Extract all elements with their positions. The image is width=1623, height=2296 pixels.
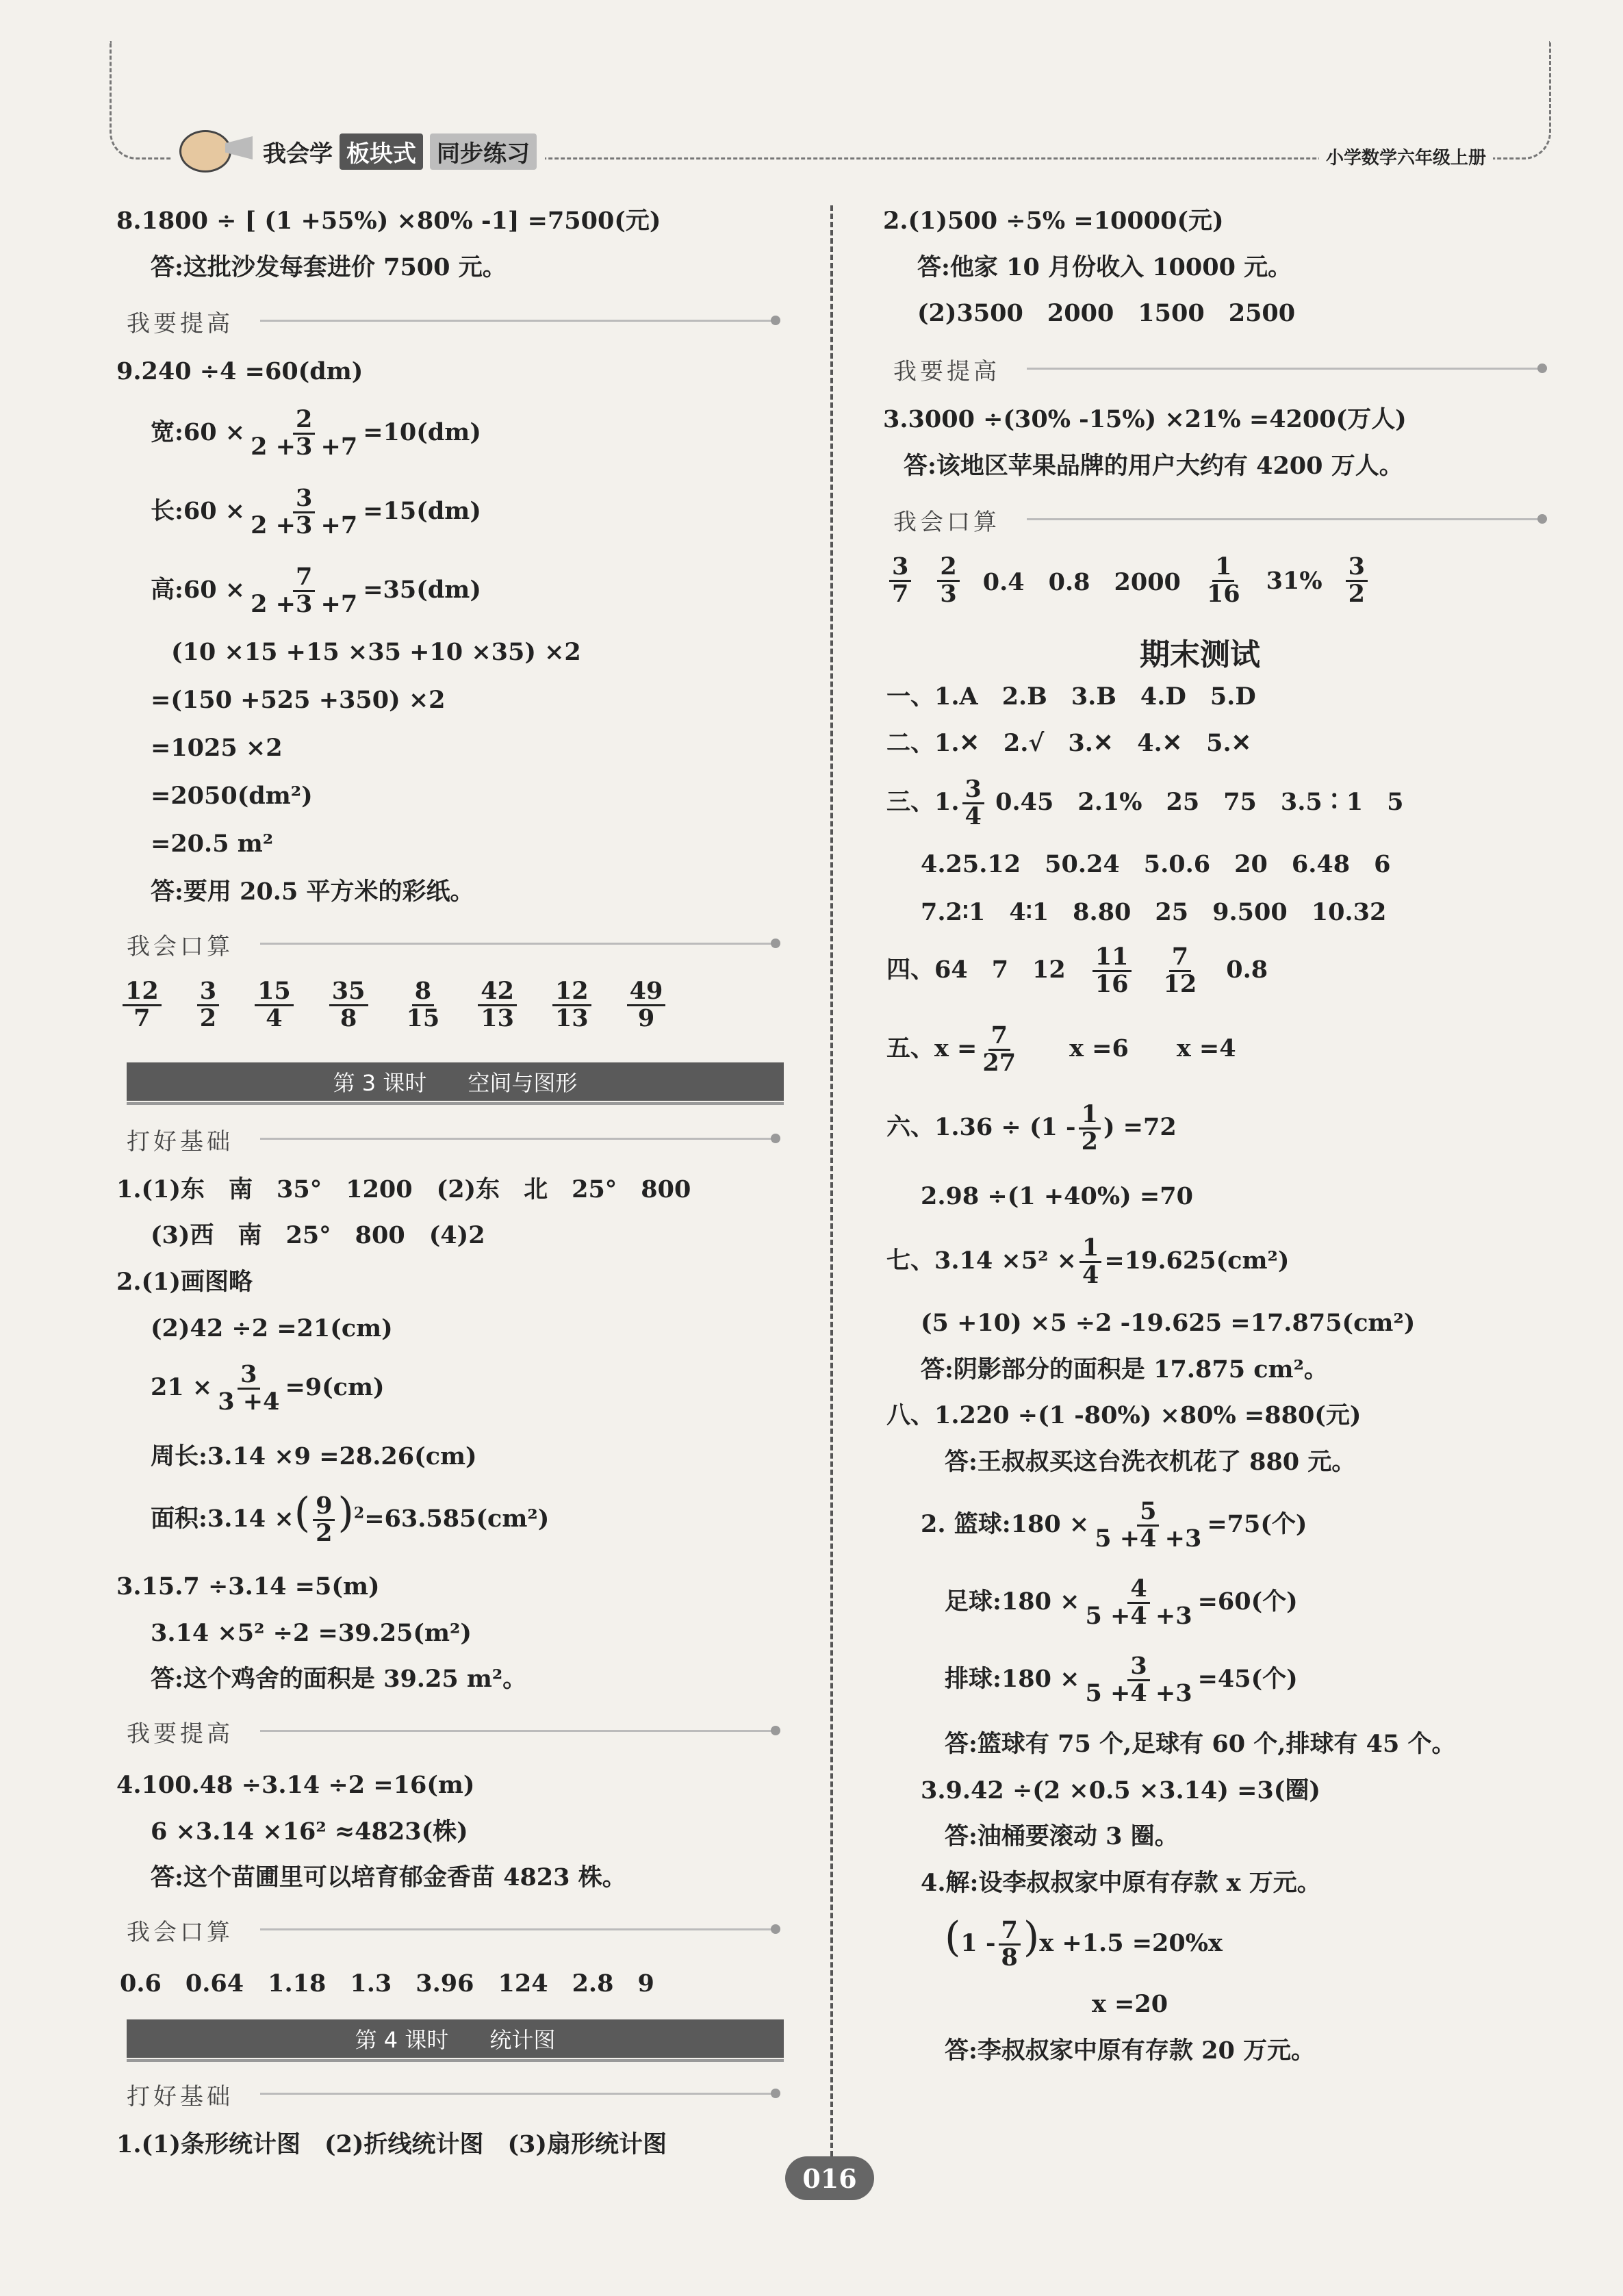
section-label: 我要提高 bbox=[893, 358, 1000, 385]
answer-line: (1 - $\frac{7}{8}$ )x +1.5 =20%x bbox=[945, 1913, 1223, 1972]
section-title: 期末测试 bbox=[1140, 637, 1260, 672]
answer-line: 周长:3.14 ×9 =28.26(cm) bbox=[151, 1442, 477, 1470]
answer-line: 1.(1)条形统计图 (2)折线统计图 (3)扇形统计图 bbox=[116, 2130, 667, 2158]
fraction: $\frac{49}{9}$ bbox=[627, 979, 666, 1032]
answer-line: 2.98 ÷(1 +40%) =70 bbox=[921, 1182, 1193, 1210]
answer-line: 二、1.✕ 2.√ 3.✕ 4.✕ 5.✕ bbox=[886, 729, 1251, 757]
page-number: 016 bbox=[785, 2156, 874, 2200]
answer-line: 3.15.7 ÷3.14 =5(m) bbox=[116, 1572, 380, 1600]
mascot-icon bbox=[179, 130, 231, 173]
fraction: $\frac{1}{4}$ bbox=[1079, 1236, 1101, 1288]
answer-line: 六、1.36 ÷ (1 - $\frac{1}{2}$ ) =72 bbox=[886, 1100, 1177, 1156]
brand-tag-2: 同步练习 bbox=[430, 133, 537, 170]
section-label: 我会口算 bbox=[893, 509, 1000, 536]
section-rule bbox=[260, 2093, 774, 2095]
brand-tag-1: 板块式 bbox=[340, 133, 423, 170]
answer-line: =1025 ×2 bbox=[151, 734, 283, 762]
lesson-bar: 第 4 课时 统计图 bbox=[127, 2019, 784, 2058]
answer-line: 8.1800 ÷ [ (1 +55%) ×80% -1] =7500(元) bbox=[116, 207, 661, 235]
section-label: 我会口算 bbox=[127, 1919, 233, 1946]
fraction: $\frac{3}{2}$ bbox=[197, 979, 219, 1032]
answer-line: 长:60 × $\frac{3}{2 +3 +7}$ =15(dm) bbox=[151, 484, 481, 539]
fraction: $\frac{3}{4}$ bbox=[962, 777, 984, 830]
fraction: $\frac{42}{13}$ bbox=[478, 979, 517, 1032]
answer-line: 八、1.220 ÷(1 -80%) ×80% =880(元) bbox=[886, 1401, 1362, 1429]
fraction: $\frac{12}{13}$ bbox=[552, 979, 591, 1032]
answer-line: 4.解:设李叔叔家中原有存款 x 万元。 bbox=[921, 1869, 1321, 1897]
section-label: 我要提高 bbox=[127, 1720, 233, 1748]
brand-logo bbox=[171, 130, 545, 173]
fraction-row: $\frac{3}{7}$ $\frac{2}{3}$ 0.4 0.8 2000 $\frac{1}{16}$ 31% $\frac{3}{2}$ bbox=[886, 554, 1370, 607]
answer-line: 2.(1)画图略 bbox=[116, 1268, 253, 1296]
answer-line: (2)42 ÷2 =21(cm) bbox=[151, 1314, 393, 1342]
answer-line: 答:该地区苹果品牌的用户大约有 4200 万人。 bbox=[904, 452, 1403, 480]
answer-line: 四、64 7 12 $\frac{11}{16}$ $\frac{7}{12}$ 0.8 bbox=[886, 943, 1268, 998]
section-rule bbox=[260, 320, 774, 322]
fraction: $\frac{9}{2}$ bbox=[313, 1494, 335, 1546]
brand-name: 我会学 bbox=[263, 140, 333, 168]
fraction: $\frac{2}{2 +3 +7}$ bbox=[251, 405, 358, 461]
answer-line: 足球:180 × $\frac{4}{5 +4 +3}$ =60(个) bbox=[945, 1574, 1298, 1630]
fraction: $\frac{4}{5 +4 +3}$ bbox=[1085, 1574, 1192, 1630]
section-rule bbox=[1027, 518, 1540, 520]
answer-line: 答:油桶要滚动 3 圈。 bbox=[945, 1822, 1179, 1850]
answer-line: 答:这个苗圃里可以培育郁金香苗 4823 株。 bbox=[151, 1863, 626, 1891]
answer-line: 2. 篮球:180 × $\frac{5}{5 +4 +3}$ =75(个) bbox=[921, 1497, 1307, 1553]
fraction-row bbox=[120, 979, 668, 1032]
fraction: $\frac{1}{2}$ bbox=[1079, 1102, 1101, 1155]
answer-line: 宽:60 × $\frac{2}{2 +3 +7}$ =10(dm) bbox=[151, 405, 481, 461]
answer-line: (5 +10) ×5 ÷2 -19.625 =17.875(cm²) bbox=[921, 1309, 1416, 1337]
section-rule bbox=[260, 943, 774, 945]
section-rule bbox=[260, 1138, 774, 1140]
answer-line: 答:李叔叔家中原有存款 20 万元。 bbox=[945, 2037, 1315, 2065]
answer-line: 排球:180 × $\frac{3}{5 +4 +3}$ =45(个) bbox=[945, 1652, 1298, 1707]
answer-line: 三、1. $\frac{3}{4}$ 0.45 2.1% 25 75 3.5∶1 5 bbox=[886, 775, 1404, 830]
fraction: $\frac{5}{5 +4 +3}$ bbox=[1095, 1497, 1202, 1553]
column-divider bbox=[830, 205, 833, 2156]
answer-line: 答:这个鸡舍的面积是 39.25 m²。 bbox=[151, 1665, 527, 1693]
answer-line: (10 ×15 +15 ×35 +10 ×35) ×2 bbox=[171, 638, 581, 666]
fraction: $\frac{7}{2 +3 +7}$ bbox=[251, 563, 358, 618]
answer-line: 3.9.42 ÷(2 ×0.5 ×3.14) =3(圈) bbox=[921, 1776, 1320, 1804]
fraction: $\frac{35}{8}$ bbox=[329, 979, 368, 1032]
answer-line: 6 ×3.14 ×16² ≈4823(株) bbox=[151, 1817, 468, 1846]
fraction: $\frac{8}{15}$ bbox=[406, 977, 440, 1032]
fraction: $\frac{12}{7}$ bbox=[123, 979, 162, 1032]
lesson-bar: 第 3 课时 空间与图形 bbox=[127, 1062, 784, 1101]
fraction: $\frac{3}{5 +4 +3}$ bbox=[1085, 1652, 1192, 1707]
answer-line: 高:60 × $\frac{7}{2 +3 +7}$ =35(dm) bbox=[151, 563, 481, 618]
answer-line: 7.2∶1 4∶1 8.80 25 9.500 10.32 bbox=[921, 898, 1387, 926]
fraction: $\frac{7}{12}$ bbox=[1163, 943, 1197, 998]
section-rule bbox=[1027, 368, 1540, 370]
answer-line: 一、1.A 2.B 3.B 4.D 5.D bbox=[886, 683, 1256, 711]
section-label: 我要提高 bbox=[127, 310, 233, 337]
answer-line: 3.3000 ÷(30% -15%) ×21% =4200(万人) bbox=[883, 405, 1407, 433]
answer-line: (2)3500 2000 1500 2500 bbox=[917, 299, 1296, 327]
answer-line: =20.5 m² bbox=[151, 830, 274, 858]
fraction: $\frac{15}{4}$ bbox=[255, 979, 294, 1032]
answer-line: 七、3.14 ×5² × $\frac{1}{4}$ =19.625(cm²) bbox=[886, 1234, 1290, 1289]
answer-line: 面积:3.14 ×( $\frac{9}{2}$ )$^2$=63.585(cm²) bbox=[151, 1489, 550, 1547]
section-label: 打好基础 bbox=[127, 2083, 233, 2110]
answer-line: 答:他家 10 月份收入 10000 元。 bbox=[917, 253, 1292, 281]
section-label: 打好基础 bbox=[127, 1128, 233, 1156]
fraction: $\frac{11}{16}$ bbox=[1092, 945, 1132, 997]
answer-line: 4.25.12 50.24 5.0.6 20 6.48 6 bbox=[921, 850, 1391, 878]
answer-line: 答:阴影部分的面积是 17.875 cm²。 bbox=[921, 1355, 1328, 1383]
answer-line: 五、x = $\frac{7}{27}$ x =6 x =4 bbox=[886, 1021, 1236, 1077]
answer-line: 答:篮球有 75 个,足球有 60 个,排球有 45 个。 bbox=[945, 1730, 1456, 1758]
fraction: $\frac{3}{2 +3 +7}$ bbox=[251, 484, 358, 539]
answer-line: (3)西 南 25° 800 (4)2 bbox=[151, 1221, 485, 1249]
answer-line: 答:要用 20.5 平方米的彩纸。 bbox=[151, 878, 474, 906]
answer-line: =(150 +525 +350) ×2 bbox=[151, 686, 446, 714]
answer-line: 3.14 ×5² ÷2 =39.25(m²) bbox=[151, 1619, 472, 1647]
answer-line: 2.(1)500 ÷5% =10000(元) bbox=[883, 207, 1224, 235]
answer-line: 答:这批沙发每套进价 7500 元。 bbox=[151, 253, 507, 281]
section-rule bbox=[260, 1928, 774, 1930]
section-label: 我会口算 bbox=[127, 933, 233, 960]
answer-line: =2050(dm²) bbox=[151, 782, 313, 810]
answer-line: 答:王叔叔买这台洗衣机花了 880 元。 bbox=[945, 1448, 1356, 1476]
answer-line: 21 × $\frac{3}{3 +4}$ =9(cm) bbox=[151, 1360, 385, 1416]
answer-line: x =20 bbox=[1092, 1990, 1168, 2018]
answer-line: 9.240 ÷4 =60(dm) bbox=[116, 357, 363, 385]
fraction: $\frac{3}{3 +4}$ bbox=[218, 1360, 280, 1416]
book-title: 小学数学六年级上册 bbox=[1319, 144, 1493, 169]
answer-line: 0.6 0.64 1.18 1.3 3.96 124 2.8 9 bbox=[120, 1969, 654, 1998]
answer-line: 1.(1)东 南 35° 1200 (2)东 北 25° 800 bbox=[116, 1175, 691, 1203]
answer-line: 4.100.48 ÷3.14 ÷2 =16(m) bbox=[116, 1771, 475, 1799]
fraction: $\frac{7}{8}$ bbox=[999, 1918, 1021, 1971]
section-rule bbox=[260, 1730, 774, 1732]
fraction: $\frac{7}{27}$ bbox=[982, 1021, 1017, 1077]
